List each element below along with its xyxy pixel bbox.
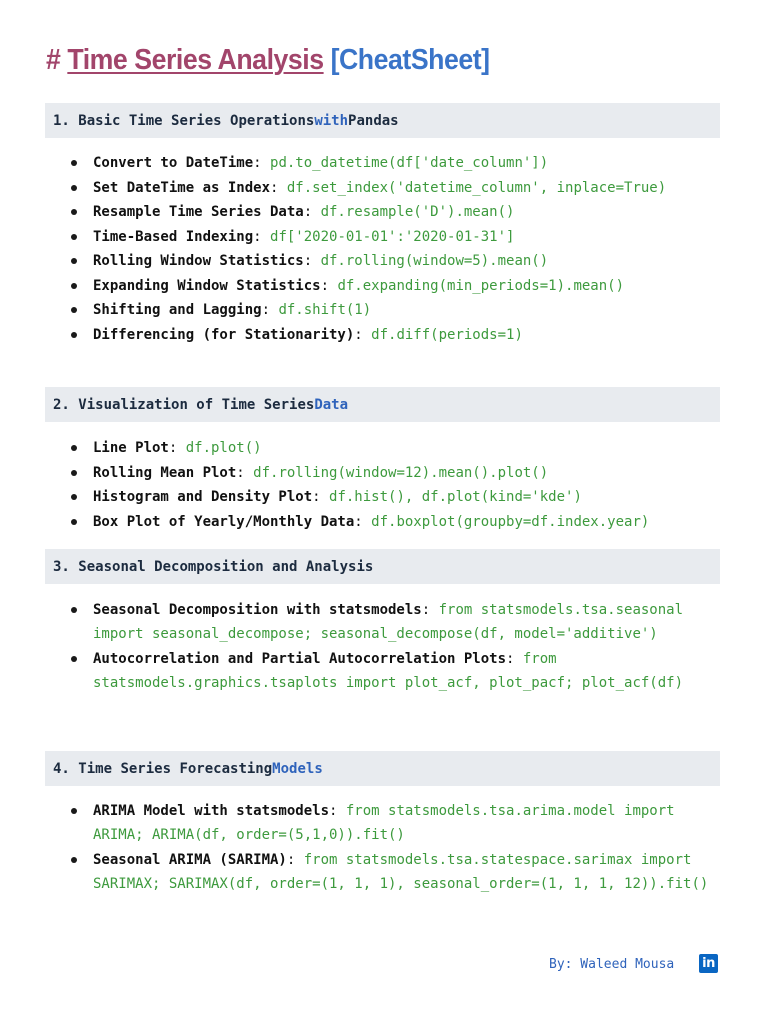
- item-code: df.plot(): [185, 440, 262, 456]
- item-code: from statsmodels.tsa.seasonal import seasonal_decompose; seasonal_decompose(df, model='additive'): [93, 602, 684, 642]
- bullet-dot-icon: [71, 857, 77, 863]
- item-label: Time-Based Indexing: [93, 228, 254, 245]
- item-code: df.set_index('datetime_column', inplace=True): [286, 179, 667, 196]
- item-code: from statsmodels.tsa.statespace.sarimax import SARIMAX; SARIMAX(df, order=(1, 1, 1), seasonal_order=(1, 1, 1, 12)).fit(): [93, 851, 709, 892]
- item-label: Seasonal Decomposition with statsmodels: [93, 602, 422, 618]
- item-label: Rolling Mean Plot: [93, 464, 237, 481]
- list-item: Set DateTime as Index: df.set_index('datetime_column', inplace=True): [66, 176, 716, 200]
- item-label: Set DateTime as Index: [93, 179, 271, 196]
- bullet-dot-icon: [71, 283, 77, 289]
- item-label: Autocorrelation and Partial Autocorrelation Plots: [93, 650, 507, 667]
- bullet-dot-icon: [71, 234, 77, 240]
- section-title-keyword: Data: [314, 396, 349, 413]
- item-label: ARIMA Model with statsmodels: [93, 803, 330, 819]
- linkedin-icon[interactable]: [699, 954, 718, 973]
- section-title-part: Visualization of Time Series: [78, 396, 315, 413]
- bullet-dot-icon: [71, 607, 77, 613]
- section-title-keyword: with: [314, 112, 349, 129]
- bullet-dot-icon: [71, 209, 77, 215]
- bullet-dot-icon: [71, 519, 77, 525]
- linkedin-glyph: in: [702, 956, 715, 971]
- section-list-visualization: [66, 436, 716, 534]
- list-item: Seasonal ARIMA (SARIMA): from statsmodels.tsa.statespace.sarimax import SARIMAX; SARIMAX(df, order=(1, 1, 1), seasonal_order=(1, 1, 1, 12)).fit(): [66, 848, 716, 896]
- list-item: ARIMA Model with statsmodels: from statsmodels.tsa.arima.model import ARIMA; ARIMA(df, order=(5,1,0)).fit(): [66, 799, 716, 847]
- section-header-seasonal: [45, 549, 720, 584]
- section-title-part: Pandas: [348, 112, 399, 129]
- section-list-seasonal: [66, 598, 716, 695]
- section-number: 4.: [53, 760, 70, 777]
- item-code: from statsmodels.graphics.tsaplots import plot_acf, plot_pacf; plot_acf(df): [93, 650, 684, 691]
- bullet-dot-icon: [71, 808, 77, 814]
- list-item: Shifting and Lagging: df.shift(1): [66, 298, 716, 322]
- list-item: Box Plot of Yearly/Monthly Data: df.boxplot(groupby=df.index.year): [66, 510, 716, 534]
- item-code: df.hist(), df.plot(kind='kde'): [329, 489, 582, 505]
- list-item: Seasonal Decomposition with statsmodels: from statsmodels.tsa.seasonal import seasonal_decompose; seasonal_decompose(df, model='additive'): [66, 598, 716, 646]
- section-header-forecasting: [45, 751, 720, 786]
- bullet-dot-icon: [71, 185, 77, 191]
- list-item: Rolling Window Statistics: df.rolling(window=5).mean(): [66, 249, 716, 273]
- bullet-dot-icon: [71, 656, 77, 662]
- item-code: df.rolling(window=12).mean().plot(): [253, 464, 549, 481]
- item-code: df['2020-01-01':'2020-01-31']: [270, 228, 515, 245]
- list-item: Line Plot: df.plot(): [66, 436, 716, 460]
- item-code: df.resample('D').mean(): [320, 204, 515, 220]
- item-label: Seasonal ARIMA (SARIMA): [93, 851, 287, 868]
- item-code: df.expanding(min_periods=1).mean(): [337, 277, 625, 294]
- bullet-dot-icon: [71, 445, 77, 451]
- bullet-dot-icon: [71, 258, 77, 264]
- section-title-part: Time Series Forecasting: [78, 760, 273, 777]
- section-title-keyword: Models: [272, 760, 323, 777]
- item-code: pd.to_datetime(df['date_column']): [270, 155, 549, 171]
- item-code: df.shift(1): [278, 302, 372, 318]
- item-label: Expanding Window Statistics: [93, 277, 321, 294]
- item-code: from statsmodels.tsa.arima.model import ARIMA; ARIMA(df, order=(5,1,0)).fit(): [93, 803, 675, 843]
- bullet-dot-icon: [71, 160, 77, 166]
- title-hash: #: [46, 44, 68, 76]
- page-title: [46, 44, 490, 77]
- list-item: Expanding Window Statistics: df.expanding(min_periods=1).mean(): [66, 274, 716, 298]
- item-label: Histogram and Density Plot: [93, 489, 313, 505]
- item-label: Box Plot of Yearly/Monthly Data: [93, 513, 355, 530]
- item-label: Rolling Window Statistics: [93, 253, 304, 269]
- author-credit-text: By: Waleed Mousa: [549, 957, 675, 972]
- section-title-part: Basic Time Series Operations: [78, 112, 315, 129]
- bullet-dot-icon: [71, 494, 77, 500]
- item-code: df.boxplot(groupby=df.index.year): [371, 513, 650, 530]
- item-code: df.diff(periods=1): [371, 326, 523, 343]
- author-credit: [549, 957, 674, 972]
- bullet-dot-icon: [71, 332, 77, 338]
- item-label: Convert to DateTime: [93, 155, 254, 171]
- item-label: Differencing (for Stationarity): [93, 326, 355, 343]
- section-list-basic-operations: [66, 151, 716, 347]
- list-item: Histogram and Density Plot: df.hist(), df.plot(kind='kde'): [66, 485, 716, 509]
- list-item: Differencing (for Stationarity): df.diff(periods=1): [66, 323, 716, 347]
- section-number: 2.: [53, 396, 70, 413]
- item-label: Line Plot: [93, 440, 169, 456]
- section-title-part: Seasonal Decomposition and Analysis: [78, 558, 374, 575]
- item-label: Resample Time Series Data: [93, 204, 304, 220]
- title-cheatsheet-tag: [CheatSheet]: [323, 44, 490, 76]
- bullet-dot-icon: [71, 470, 77, 476]
- section-header-visualization: [45, 387, 720, 422]
- list-item: Convert to DateTime: pd.to_datetime(df['date_column']): [66, 151, 716, 175]
- title-main: Time Series Analysis: [67, 44, 324, 76]
- section-number: 1.: [53, 112, 70, 129]
- list-item: Resample Time Series Data: df.resample('D').mean(): [66, 200, 716, 224]
- item-label: Shifting and Lagging: [93, 302, 262, 318]
- section-number: 3.: [53, 558, 70, 575]
- section-list-forecasting: [66, 799, 716, 896]
- bullet-dot-icon: [71, 307, 77, 313]
- section-header-basic-operations: [45, 103, 720, 138]
- list-item: Time-Based Indexing: df['2020-01-01':'2020-01-31']: [66, 225, 716, 249]
- list-item: Autocorrelation and Partial Autocorrelation Plots: from statsmodels.graphics.tsaplots import plot_acf, plot_pacf; plot_acf(df): [66, 647, 716, 695]
- list-item: Rolling Mean Plot: df.rolling(window=12).mean().plot(): [66, 461, 716, 485]
- item-code: df.rolling(window=5).mean(): [320, 253, 549, 269]
